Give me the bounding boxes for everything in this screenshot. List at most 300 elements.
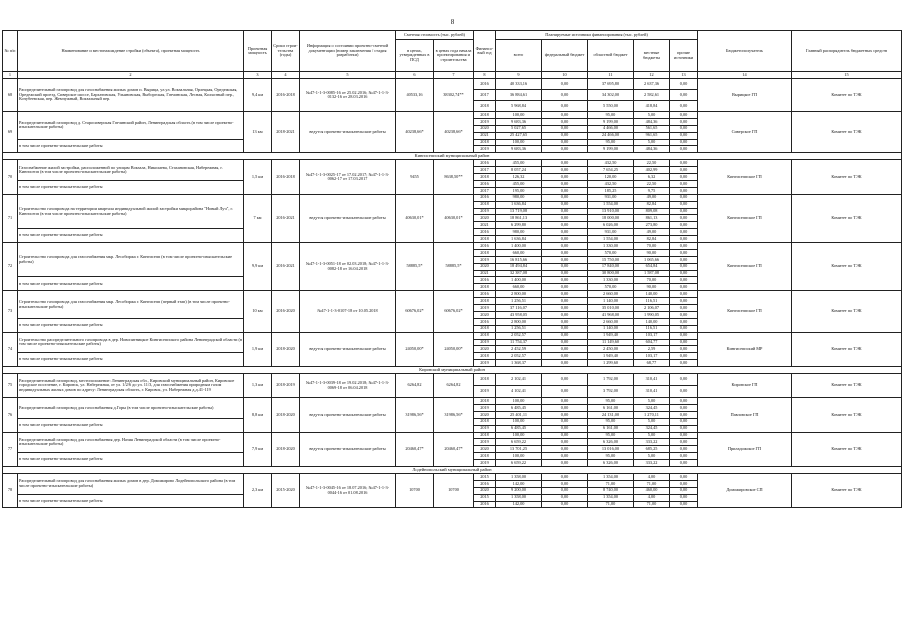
- capacity: 1,3 км: [244, 374, 272, 398]
- column-number: 2: [18, 72, 244, 79]
- amount-other: 0,00: [670, 201, 698, 208]
- amount-total: 43 958,05: [496, 311, 542, 318]
- amount-other: 0,00: [670, 353, 698, 360]
- amount-local: 49,00: [634, 229, 670, 236]
- amount-federal: 0,00: [542, 346, 588, 353]
- pir-subrow-label: в том числе проектно-изыскательские работы: [18, 277, 244, 291]
- fin-year: 2019: [474, 339, 496, 346]
- recipient: Кингисеппское ГП: [698, 160, 792, 194]
- amount-total: 2 800,00: [496, 318, 542, 325]
- cost-start: 60676,02*: [434, 291, 474, 332]
- gabs: Комитет по ТЭК: [792, 112, 902, 153]
- pir-subrow-label: в том числе проектно-изыскательские работы: [18, 139, 244, 153]
- amount-local: 90,00: [634, 284, 670, 291]
- amount-federal: 0,00: [542, 439, 588, 446]
- recipient: Кингисеппское ГП: [698, 243, 792, 291]
- fin-year: 2016: [474, 480, 496, 487]
- amount-federal: 0,00: [542, 277, 588, 284]
- amount-federal: 0,00: [542, 418, 588, 425]
- amount-regional: 11 149,60: [588, 339, 634, 346]
- fin-year: 2016: [474, 243, 496, 250]
- col-name: Наименование и местонахождение стройки (объекта), проектная мощность: [18, 31, 244, 72]
- amount-other: 0,00: [670, 425, 698, 432]
- amount-other: 0,00: [670, 181, 698, 188]
- amount-regional: 4 466,00: [588, 125, 634, 132]
- amount-federal: 0,00: [542, 222, 588, 229]
- gabs: Комитет по ТЭК: [792, 473, 902, 507]
- amount-other: 0,00: [670, 473, 698, 480]
- fin-year: 2016: [474, 79, 496, 90]
- recipient: Кингисеппское ГП: [698, 291, 792, 332]
- object-name: Строительство распределительного газопровода в дер. Новопятницкое Кингисеппского района Ленинградской области (в том числе проектно-изыскательские работы): [18, 332, 244, 353]
- amount-local: 90,00: [634, 249, 670, 256]
- section-row: [3, 466, 902, 473]
- amount-local: 5,00: [634, 418, 670, 425]
- fin-year: 2019: [474, 439, 496, 446]
- term: 2016-2021: [272, 243, 300, 291]
- amount-total: 18 861,13: [496, 215, 542, 222]
- amount-federal: 0,00: [542, 353, 588, 360]
- amount-other: 0,00: [670, 284, 698, 291]
- amount-local: 22,50: [634, 160, 670, 167]
- fin-year: 2021: [474, 270, 496, 277]
- amount-regional: 1 330,00: [588, 277, 634, 284]
- amount-total: 25 401,11: [496, 411, 542, 418]
- amount-regional: 95,00: [588, 418, 634, 425]
- object-name: Строительство газопровода для газоснабжения мкр. Лесобиржа г. Кингисепп (первый этап) (в том числе проектно-изыскательские работы): [18, 291, 244, 319]
- object-name: Распределительный газопровод для газоснабжения жилых домов в дер. Доможирово Лодейнопольского района (в том числе проектно-изыскательские работы): [18, 473, 244, 494]
- cost-current: 20460,47*: [396, 432, 434, 466]
- amount-total: 32 387,08: [496, 270, 542, 277]
- column-number: 14: [698, 72, 792, 79]
- capacity: 2,3 км: [244, 473, 272, 507]
- amount-other: 0,00: [670, 208, 698, 215]
- col-other: прочие источники: [670, 40, 698, 72]
- amount-regional: 34 302,00: [588, 90, 634, 101]
- amount-regional: 6 161,00: [588, 425, 634, 432]
- capacity: 10 км: [244, 291, 272, 332]
- section-label: Кировский муниципальный район: [3, 367, 902, 374]
- amount-other: 0,00: [670, 194, 698, 201]
- amount-federal: 0,00: [542, 249, 588, 256]
- pir-subrow-label: в том числе проектно-изыскательские работы: [18, 318, 244, 332]
- amount-other: 0,00: [670, 305, 698, 312]
- cost-start: 58885,5*: [434, 243, 474, 291]
- amount-local: 5,00: [634, 112, 670, 119]
- table-row: [3, 473, 902, 480]
- amount-regional: 5 550,00: [588, 101, 634, 112]
- amount-other: 0,00: [670, 243, 698, 250]
- table-row: [3, 112, 902, 119]
- amount-federal: 0,00: [542, 501, 588, 508]
- amount-federal: 0,00: [542, 298, 588, 305]
- amount-other: 0,00: [670, 346, 698, 353]
- table-row: [3, 432, 902, 439]
- amount-local: 2 637,36: [634, 79, 670, 90]
- fin-year: 2015: [474, 494, 496, 501]
- amount-local: 5,00: [634, 432, 670, 439]
- column-number: 11: [588, 72, 634, 79]
- recipient: Вырицкое ГП: [698, 79, 792, 112]
- amount-other: 0,00: [670, 256, 698, 263]
- amount-other: 0,00: [670, 318, 698, 325]
- amount-other: 0,00: [670, 167, 698, 174]
- amount-total: 11 754,37: [496, 339, 542, 346]
- cost-start: 10700: [434, 473, 474, 507]
- amount-regional: 6 326,00: [588, 460, 634, 467]
- fin-year: 2018: [474, 432, 496, 439]
- amount-regional: 17 840,00: [588, 263, 634, 270]
- amount-local: 6,32: [634, 174, 670, 181]
- column-number: 1: [3, 72, 18, 79]
- amount-local: 484,36: [634, 146, 670, 153]
- amount-regional: 2 660,00: [588, 291, 634, 298]
- amount-regional: 1 949,40: [588, 332, 634, 339]
- amount-other: 0,00: [670, 480, 698, 487]
- amount-regional: 1 949,40: [588, 353, 634, 360]
- amount-total: 36 884,61: [496, 90, 542, 101]
- fin-year: 2018: [474, 284, 496, 291]
- column-number: 3: [244, 72, 272, 79]
- fin-year: 2019: [474, 460, 496, 467]
- docs-info: ведутся проектно-изыскательские работы: [300, 432, 396, 466]
- amount-other: 0,00: [670, 90, 698, 101]
- amount-regional: 1 354,00: [588, 494, 634, 501]
- table-row: [3, 291, 902, 298]
- amount-regional: 9 199,00: [588, 146, 634, 153]
- amount-local: 70,00: [634, 243, 670, 250]
- section-row: [3, 153, 902, 160]
- gabs: Комитет по ТЭК: [792, 432, 902, 466]
- amount-other: 0,00: [670, 277, 698, 284]
- amount-local: 561,65: [634, 125, 670, 132]
- amount-other: 0,00: [670, 432, 698, 439]
- amount-local: 604,77: [634, 339, 670, 346]
- fin-year: 2020: [474, 411, 496, 418]
- amount-total: 6 299,80: [496, 222, 542, 229]
- amount-federal: 0,00: [542, 325, 588, 332]
- gabs: Комитет по ТЭК: [792, 79, 902, 112]
- fin-year: 2020: [474, 311, 496, 318]
- amount-total: 4 102,41: [496, 386, 542, 398]
- amount-regional: 1 299,60: [588, 360, 634, 367]
- amount-federal: 0,00: [542, 194, 588, 201]
- capacity: 1,5 км: [244, 160, 272, 194]
- amount-local: 68,77: [634, 360, 670, 367]
- docs-info: ведутся проектно-изыскательские работы: [300, 112, 396, 153]
- column-number: 6: [396, 72, 434, 79]
- docs-info: №47-1-1-3-0085-16 от 25.02.2016; №47-1-1-3-0132-16 от 28.03.2016: [300, 79, 396, 112]
- col-total: всего: [496, 40, 542, 72]
- amount-local: 5,00: [634, 453, 670, 460]
- amount-total: 2 102,41: [496, 374, 542, 386]
- amount-federal: 0,00: [542, 284, 588, 291]
- object-name: Распределительный газопровод для газоснабжения д.Горы (в том числе проектно-изыскательские работы): [18, 398, 244, 419]
- amount-other: 0,00: [670, 487, 698, 494]
- amount-other: 0,00: [670, 174, 698, 181]
- amount-regional: 7 654,25: [588, 167, 634, 174]
- pir-subrow-label: в том числе проектно-изыскательские работы: [18, 353, 244, 367]
- fin-year: 2019: [474, 146, 496, 153]
- fin-year: 2019: [474, 404, 496, 411]
- amount-other: 0,00: [670, 418, 698, 425]
- amount-total: 1 358,00: [496, 494, 542, 501]
- fin-year: 2017: [474, 90, 496, 101]
- amount-federal: 0,00: [542, 374, 588, 386]
- amount-local: 5,00: [634, 398, 670, 405]
- amount-other: 0,00: [670, 215, 698, 222]
- col-capacity: Проектная мощность: [244, 31, 272, 72]
- amount-total: 455,00: [496, 160, 542, 167]
- pir-subrow-label: в том числе проектно-изыскательские работы: [18, 181, 244, 195]
- amount-local: 685,25: [634, 446, 670, 453]
- fin-year: 2017: [474, 167, 496, 174]
- amount-local: 140,00: [634, 318, 670, 325]
- amount-regional: 9 199,00: [588, 118, 634, 125]
- amount-federal: 0,00: [542, 480, 588, 487]
- column-number: 4: [272, 72, 300, 79]
- table-row: [3, 374, 902, 386]
- amount-other: 0,00: [670, 125, 698, 132]
- amount-federal: 0,00: [542, 139, 588, 146]
- amount-regional: 95,00: [588, 139, 634, 146]
- amount-federal: 0,00: [542, 160, 588, 167]
- cost-current: 24050,00*: [396, 332, 434, 366]
- amount-total: 980,00: [496, 229, 542, 236]
- col-no: № п/п: [3, 31, 18, 72]
- amount-total: 142,00: [496, 501, 542, 508]
- amount-local: 103,17: [634, 332, 670, 339]
- amount-local: 82,84: [634, 201, 670, 208]
- cost-current: 10700: [396, 473, 434, 507]
- amount-regional: 15 750,00: [588, 256, 634, 263]
- amount-local: 809,08: [634, 208, 670, 215]
- col-cost-group: Сметная стоимость (тыс. рублей): [396, 31, 474, 40]
- recipient: Приладожское ГП: [698, 432, 792, 466]
- col-regional: областной бюджет: [588, 40, 634, 72]
- amount-regional: 1 792,00: [588, 374, 634, 386]
- amount-regional: 95,00: [588, 453, 634, 460]
- row-number: 77: [3, 432, 18, 466]
- object-name: Распределительный газопровод для газоснабжения дер. Назия Ленинградской области (в том числе проектно-изыскательские работы): [18, 432, 244, 453]
- fin-year: 2018: [474, 332, 496, 339]
- row-number: 72: [3, 243, 18, 291]
- col-federal: федеральный бюджет: [542, 40, 588, 72]
- amount-local: 333,22: [634, 439, 670, 446]
- amount-regional: 931,00: [588, 194, 634, 201]
- amount-local: 324,45: [634, 425, 670, 432]
- amount-federal: 0,00: [542, 487, 588, 494]
- amount-federal: 0,00: [542, 263, 588, 270]
- fin-year: 2018: [474, 398, 496, 405]
- fin-year: 2019: [474, 386, 496, 398]
- amount-other: 0,00: [670, 236, 698, 243]
- amount-local: 1 990,05: [634, 311, 670, 318]
- fin-year: 2016: [474, 229, 496, 236]
- amount-total: 25 427,65: [496, 132, 542, 139]
- amount-federal: 0,00: [542, 215, 588, 222]
- term: 2016-2018: [272, 160, 300, 194]
- fin-year: 2020: [474, 215, 496, 222]
- section-row: [3, 367, 902, 374]
- row-number: 68: [3, 79, 18, 112]
- capacity: 7 км: [244, 194, 272, 242]
- amount-federal: 0,00: [542, 398, 588, 405]
- col-term: Сроки строи-тельства (годы): [272, 31, 300, 72]
- amount-federal: 0,00: [542, 146, 588, 153]
- amount-federal: 0,00: [542, 118, 588, 125]
- amount-other: 0,00: [670, 132, 698, 139]
- amount-federal: 0,00: [542, 453, 588, 460]
- amount-federal: 0,00: [542, 411, 588, 418]
- capacity: 13 км: [244, 112, 272, 153]
- amount-total: 2 052,57: [496, 332, 542, 339]
- capacity: 9,9 км: [244, 243, 272, 291]
- amount-regional: 6 161,00: [588, 404, 634, 411]
- amount-total: 1 256,51: [496, 325, 542, 332]
- amount-other: 0,00: [670, 325, 698, 332]
- table-row: [3, 243, 902, 250]
- amount-regional: 24 466,00: [588, 132, 634, 139]
- col-docs: Информация о состоянии проектно-сметной документации (номер заключения / стадия разработки): [300, 31, 396, 72]
- amount-other: 0,00: [670, 146, 698, 153]
- gabs: Комитет по ТЭК: [792, 194, 902, 242]
- table-row: [3, 160, 902, 167]
- amount-regional: 3 792,00: [588, 386, 634, 398]
- amount-other: 0,00: [670, 446, 698, 453]
- amount-total: 9 683,36: [496, 146, 542, 153]
- gabs: Комитет по ТЭК: [792, 398, 902, 432]
- amount-federal: 0,00: [542, 132, 588, 139]
- amount-federal: 0,00: [542, 125, 588, 132]
- row-number: 74: [3, 332, 18, 366]
- table-header: [3, 31, 902, 79]
- fin-year: 2019: [474, 118, 496, 125]
- col-cost-start: в ценах года начала проектирования и строительства: [434, 40, 474, 72]
- amount-local: 2 106,07: [634, 305, 670, 312]
- amount-local: 71,00: [634, 501, 670, 508]
- amount-total: 18 494,84: [496, 263, 542, 270]
- amount-federal: 0,00: [542, 404, 588, 411]
- amount-total: 1 636,84: [496, 201, 542, 208]
- amount-local: 1 065,66: [634, 256, 670, 263]
- amount-regional: 95,00: [588, 398, 634, 405]
- amount-other: 0,00: [670, 101, 698, 112]
- amount-federal: 0,00: [542, 305, 588, 312]
- amount-federal: 0,00: [542, 174, 588, 181]
- amount-regional: 1 354,00: [588, 473, 634, 480]
- term: 2015-2020: [272, 473, 300, 507]
- term: 2018-2020: [272, 432, 300, 466]
- fin-year: 2018: [474, 201, 496, 208]
- fin-year: 2018: [474, 374, 496, 386]
- amount-regional: 570,00: [588, 284, 634, 291]
- gabs: Комитет по ТЭК: [792, 160, 902, 194]
- fin-year: 2016: [474, 318, 496, 325]
- cost-start: 20460,47*: [434, 432, 474, 466]
- amount-other: 0,00: [670, 360, 698, 367]
- amount-other: 0,00: [670, 118, 698, 125]
- term: 2016-2020: [272, 291, 300, 332]
- amount-total: 13 719,08: [496, 208, 542, 215]
- docs-info: №47-1-1-3-0039-18 от 19.02.2018; №47-1-1-3-0069-18 от 06.04.2018: [300, 374, 396, 398]
- amount-other: 0,00: [670, 263, 698, 270]
- amount-total: 16 815,66: [496, 256, 542, 263]
- column-number: 5: [300, 72, 396, 79]
- col-sources-group: Планируемые источники финансирования (тыс. рублей): [496, 31, 698, 40]
- row-number: 73: [3, 291, 18, 332]
- fin-year: 2018: [474, 249, 496, 256]
- amount-total: 1 636,84: [496, 236, 542, 243]
- cost-current: 6264,82: [396, 374, 434, 398]
- amount-total: 100,00: [496, 139, 542, 146]
- amount-other: 0,00: [670, 291, 698, 298]
- row-number: 70: [3, 160, 18, 194]
- fin-year: 2015: [474, 473, 496, 480]
- object-name: Распределительный газопровод, местоположение: Ленинградская обл., Кировский муниципальный район, Кировское городское поселение, г. Кировск, ул. Набережная, от ул. 1/2/6 до ул. 11/3, для газоснабжения природным газом индивидуальных жилых домов по адресу: Ленинградская область, г. Кировск, ул. Набережная д.д.41-119: [18, 374, 244, 398]
- amount-local: 333,22: [634, 460, 670, 467]
- amount-regional: 37 695,80: [588, 79, 634, 90]
- column-number: 8: [474, 72, 496, 79]
- amount-federal: 0,00: [542, 494, 588, 501]
- docs-info: ведутся проектно-изыскательские работы: [300, 332, 396, 366]
- amount-other: 0,00: [670, 187, 698, 194]
- gabs: Комитет по ТЭК: [792, 243, 902, 291]
- amount-total: 2 052,57: [496, 353, 542, 360]
- amount-local: 310,41: [634, 374, 670, 386]
- fin-year: 2021: [474, 222, 496, 229]
- amount-other: 0,00: [670, 139, 698, 146]
- object-name: Строительство газопровода на территории квартала индивидуальной жилой застройки микрорайона "Новый Луч", г. Кингисепп (в том числе проектно-изыскательские работы): [18, 194, 244, 228]
- fin-year: 2020: [474, 125, 496, 132]
- amount-local: 103,17: [634, 353, 670, 360]
- column-number: 9: [496, 72, 542, 79]
- amount-regional: 24 131,00: [588, 411, 634, 418]
- fin-year: 2018: [474, 453, 496, 460]
- cost-current: 31986,56*: [396, 398, 434, 432]
- column-number: 15: [792, 72, 902, 79]
- cost-current: 40630,01*: [396, 194, 434, 242]
- fin-year: 2018: [474, 139, 496, 146]
- recipient: Павловское ГП: [698, 398, 792, 432]
- amount-local: 71,00: [634, 480, 670, 487]
- amount-total: 195,00: [496, 187, 542, 194]
- amount-federal: 0,00: [542, 291, 588, 298]
- amount-federal: 0,00: [542, 270, 588, 277]
- amount-local: 82,84: [634, 236, 670, 243]
- amount-regional: 2 450,00: [588, 346, 634, 353]
- amount-regional: 95,00: [588, 112, 634, 119]
- amount-federal: 0,00: [542, 236, 588, 243]
- docs-info: №47-1-1-3-0025-17 от 17.02.2017; №47-1-1-3-0062-17 от 17.03.2017: [300, 160, 396, 194]
- amount-regional: 2 660,00: [588, 318, 634, 325]
- amount-regional: 18 000,00: [588, 215, 634, 222]
- amount-regional: 6 326,00: [588, 439, 634, 446]
- amount-regional: 13 016,00: [588, 446, 634, 453]
- column-number: 13: [670, 72, 698, 79]
- amount-regional: 71,00: [588, 501, 634, 508]
- amount-total: 37 116,07: [496, 305, 542, 312]
- amount-regional: 1 554,00: [588, 201, 634, 208]
- gabs: Комитет по ТЭК: [792, 374, 902, 398]
- amount-federal: 0,00: [542, 187, 588, 194]
- capacity: 8,8 км: [244, 398, 272, 432]
- amount-local: 1 270,11: [634, 411, 670, 418]
- fin-year: 2018: [474, 298, 496, 305]
- amount-total: 126,32: [496, 174, 542, 181]
- fin-year: 2019: [474, 360, 496, 367]
- docs-info: ведутся проектно-изыскательские работы: [300, 194, 396, 242]
